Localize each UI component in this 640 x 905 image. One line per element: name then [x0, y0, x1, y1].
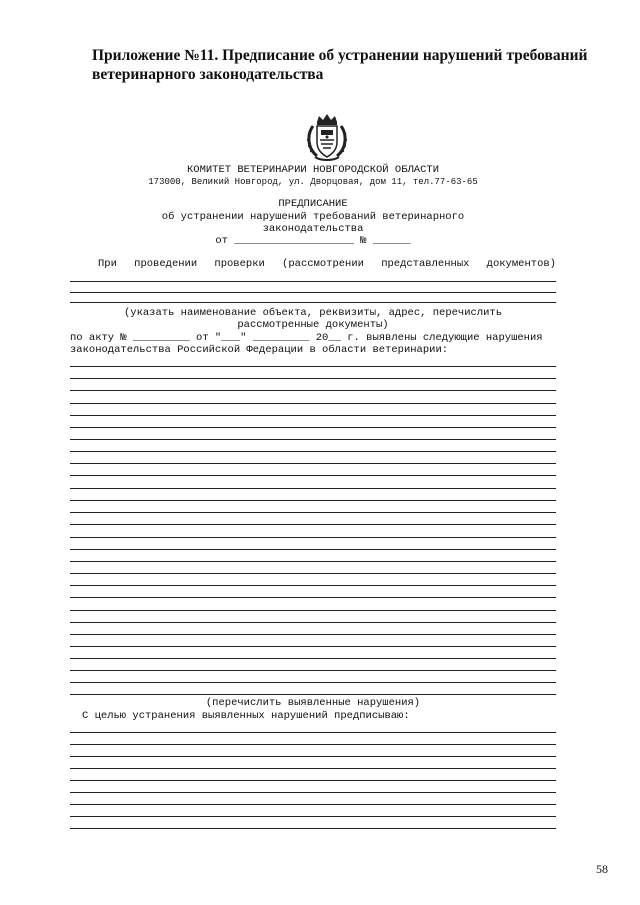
intro-word: проверки: [214, 258, 265, 270]
document-subtitle-line-1: об устранении нарушений требований ветеринарного: [161, 211, 465, 223]
organization-address: 173000, Великий Новгород, ул. Дворцовая, дом 11, тел.77-63-65: [148, 177, 478, 187]
blank-line: [70, 634, 556, 635]
blank-line: [70, 610, 556, 611]
violations-hint: (перечислить выявленные нарушения): [205, 697, 421, 709]
document-subtitle-line-2: законодательства: [262, 223, 364, 235]
object-hint-line-1: (указать наименование объекта, реквизиты, адрес, перечислить: [123, 307, 503, 319]
blank-line: [70, 670, 556, 671]
organization-name: КОМИТЕТ ВЕТЕРИНАРИИ НОВГОРОДСКОЙ ОБЛАСТИ: [186, 164, 440, 176]
blank-line: [70, 573, 556, 574]
heading-line-2: ветеринарного законодательства: [92, 66, 324, 83]
blank-line: [70, 537, 556, 538]
intro-word: документов): [486, 258, 556, 270]
blank-line: [70, 281, 556, 282]
intro-word: представленных: [381, 258, 470, 270]
blank-line: [70, 646, 556, 647]
law-line: законодательства Российской Федерации в области ветеринарии:: [70, 344, 449, 356]
blank-line: [70, 390, 556, 391]
blank-line: [70, 302, 556, 303]
blank-line: [70, 403, 556, 404]
blank-line: [70, 415, 556, 416]
blank-line: [70, 451, 556, 452]
date-number-line: от ___________________ № ______: [215, 235, 411, 247]
blank-line: [70, 463, 556, 464]
blank-line: [70, 366, 556, 367]
blank-line: [70, 549, 556, 550]
document-heading: [92, 46, 592, 84]
blank-line: [70, 694, 556, 695]
object-hint-line-2: рассмотренные документы): [237, 319, 389, 331]
coat-of-arms-emblem: [303, 112, 351, 162]
inspection-intro-line: [98, 258, 556, 270]
blank-line: [70, 488, 556, 489]
blank-line: [70, 427, 556, 428]
blank-line: [70, 816, 556, 817]
blank-line: [70, 828, 556, 829]
page-number: 58: [596, 862, 608, 876]
blank-line: [70, 756, 556, 757]
blank-line: [70, 732, 556, 733]
blank-line: [70, 475, 556, 476]
blank-line: [70, 780, 556, 781]
blank-line: [70, 622, 556, 623]
prescribe-line: С целью устранения выявленных нарушений предписываю:: [82, 710, 410, 722]
blank-line: [70, 512, 556, 513]
intro-word: (рассмотрении: [282, 258, 364, 270]
blank-line: [70, 768, 556, 769]
blank-line: [70, 658, 556, 659]
blank-line: [70, 744, 556, 745]
blank-line: [70, 500, 556, 501]
blank-line: [70, 439, 556, 440]
blank-line: [70, 597, 556, 598]
blank-line: [70, 792, 556, 793]
blank-line: [70, 585, 556, 586]
blank-line: [70, 378, 556, 379]
act-line: по акту № _________ от "___" _________ 20__ г. выявлены следующие нарушения: [70, 332, 543, 344]
blank-line: [70, 804, 556, 805]
heading-line-1: Приложение №11. Предписание об устранении нарушений требований: [92, 47, 588, 64]
blank-line: [70, 682, 556, 683]
blank-line: [70, 524, 556, 525]
blank-line: [70, 292, 556, 293]
intro-word: При: [98, 258, 117, 270]
document-title: ПРЕДПИСАНИЕ: [278, 198, 348, 210]
intro-word: проведении: [134, 258, 198, 270]
blank-line: [70, 561, 556, 562]
